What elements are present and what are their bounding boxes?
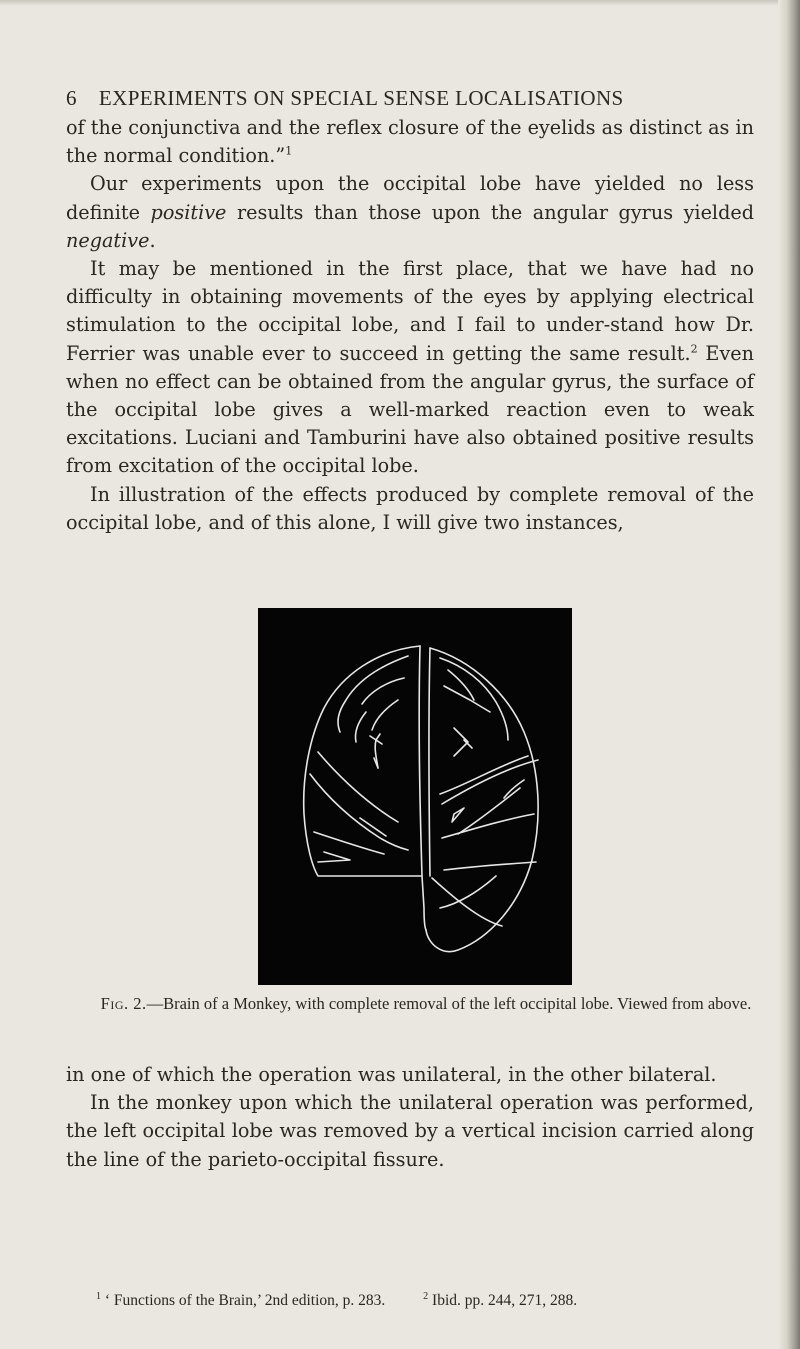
right-occipital-lobe bbox=[432, 878, 502, 926]
paragraph-illustration: In illustration of the effects produced by complete removal of the occipital lobe, and of this alone, I will give two instances, bbox=[66, 482, 754, 534]
footnote-ref-2: 2 bbox=[690, 342, 698, 356]
footnote-1-mark: 1 bbox=[96, 1290, 101, 1302]
paragraph-continued: of the conjunctiva and the reflex closure of the eyelids as distinct as in the normal condition.”$^1$ bbox=[66, 116, 754, 168]
left-central-sulcus bbox=[372, 700, 398, 730]
left-frontal-sulcus bbox=[338, 656, 408, 732]
footnote-1-text: ‘ Functions of the Brain,’ 2nd edition, p. 283. bbox=[104, 1292, 386, 1309]
left-intraparietal-sulcus bbox=[314, 832, 384, 854]
footnote-2-text: Ibid. pp. 244, 271, 288. bbox=[432, 1292, 578, 1309]
right-parieto-occipital-fissure bbox=[444, 862, 536, 870]
page-number: 6 bbox=[66, 86, 77, 110]
paragraph-unilateral-operation: In the monkey upon which the unilateral operation was performed, the left occipital lobe was removed by a vertical incision carried along the line of the parieto-occipital fissure. bbox=[66, 1091, 754, 1171]
paragraph-positive-results: Our experiments upon the occipital lobe have yielded no less definite positive results than those upon the angular gyrus yielded negative. bbox=[66, 172, 754, 252]
paragraph-instances: in one of which the operation was unilateral, in the other bilateral. bbox=[66, 1063, 717, 1086]
longitudinal-fissure bbox=[419, 646, 426, 930]
text-block-bottom bbox=[66, 1061, 754, 1174]
emphasis-negative: negative bbox=[66, 228, 150, 252]
figure-monkey-brain bbox=[258, 608, 572, 985]
figure-caption-text: —Brain of a Monkey, with complete removal of the left occipital lobe. Viewed from above. bbox=[146, 994, 752, 1013]
brain-drawing bbox=[258, 608, 572, 985]
running-title: EXPERIMENTS ON SPECIAL SENSE LOCALISATIONS bbox=[98, 86, 624, 110]
right-sylvian-fissure bbox=[440, 756, 528, 794]
page-right-edge-shadow bbox=[778, 0, 800, 1349]
footnotes bbox=[96, 1292, 776, 1310]
page-top-edge bbox=[0, 0, 800, 6]
footnote-ref-1: 1 bbox=[285, 144, 293, 158]
paragraph-stimulation: It may be mentioned in the first place, that we have had no difficulty in obtaining movements of the eyes by applying electrical stimulation to the occipital lobe, and I fail to under-stand how Dr. Ferrier was unable ever to succeed in getting the same result.$^2$ Even when no effect can be obtained from the angular gyrus, the surface of the occipital lobe gives a well-marked reaction even to weak excitations. Luciani and Tamburini have also obtained positive results from excitation of the occipital lobe. bbox=[66, 257, 754, 478]
figure-caption bbox=[96, 993, 756, 1014]
footnote-2-mark: 2 bbox=[423, 1290, 429, 1302]
emphasis-positive: positive bbox=[150, 200, 227, 224]
figure-label: Fig. 2. bbox=[100, 994, 147, 1013]
left-sylvian-fissure bbox=[310, 774, 408, 850]
right-hemisphere-outline bbox=[426, 648, 538, 952]
running-header bbox=[66, 86, 624, 111]
text-block-top bbox=[66, 114, 754, 537]
